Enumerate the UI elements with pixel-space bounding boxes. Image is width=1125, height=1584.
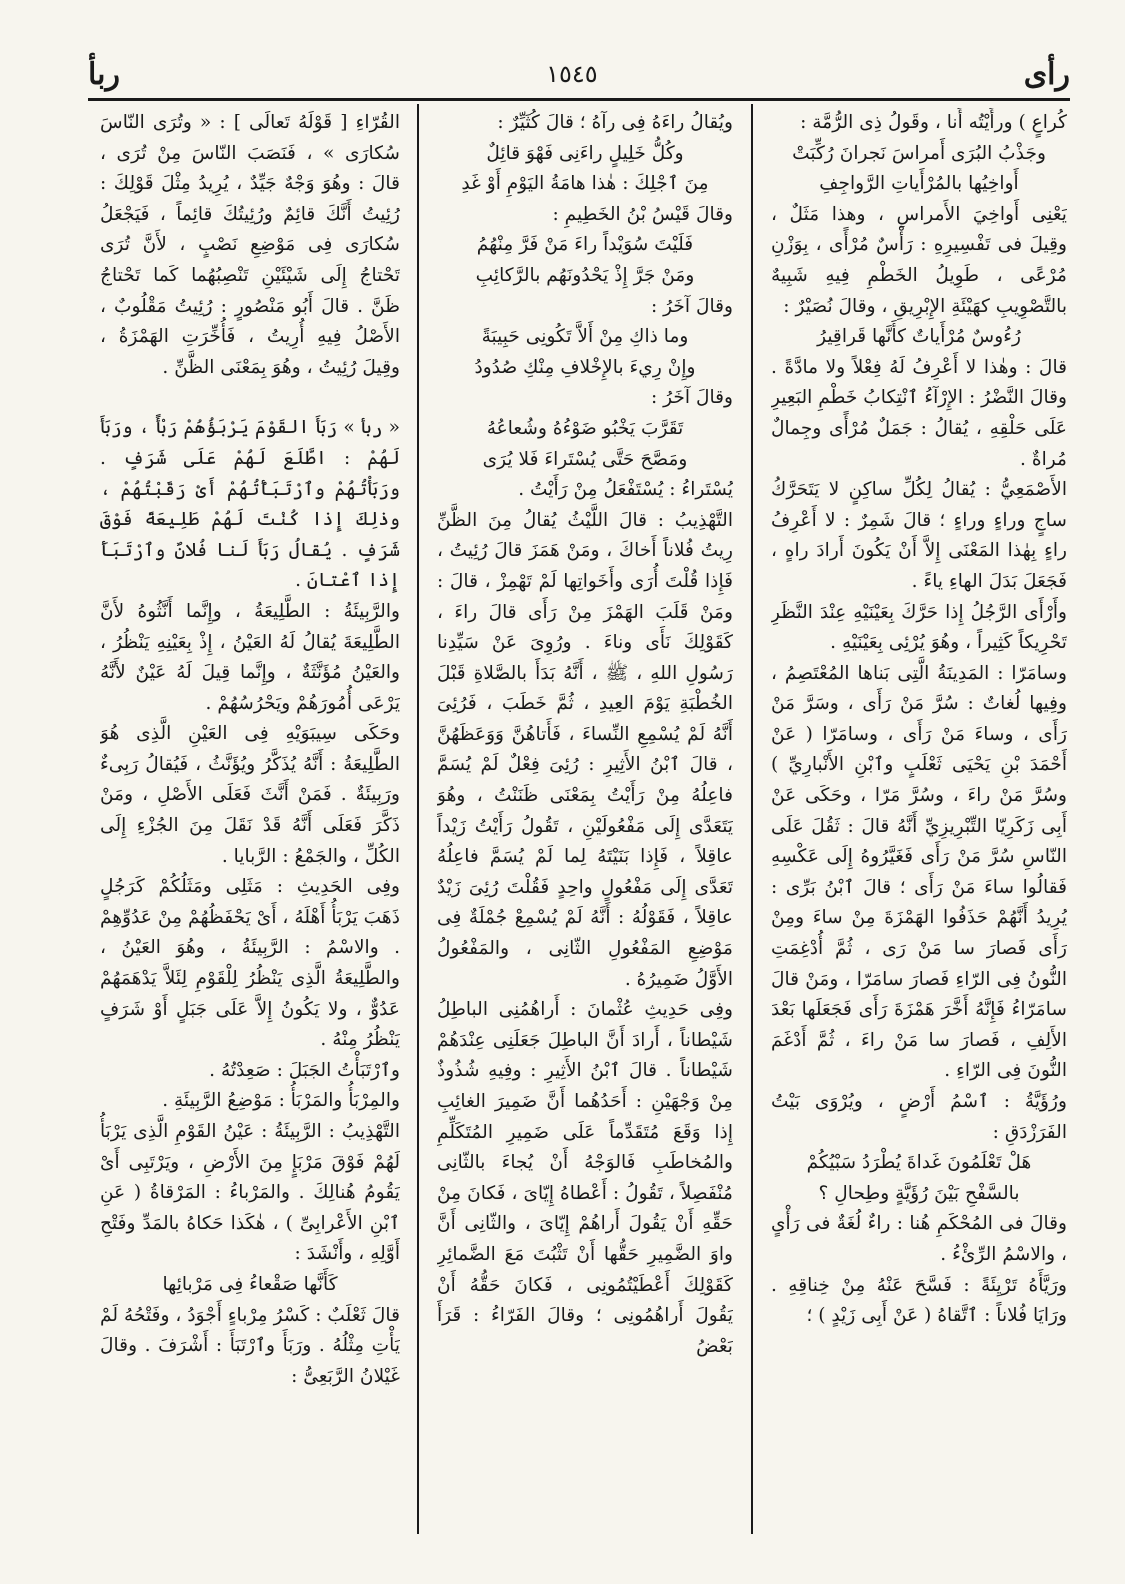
paragraph: وٱرْتَبَأْتُ الجَبَلَ : صَعِدْتُهُ . [209,1059,400,1081]
paragraph: وقالَ آخَرُ : [650,387,733,409]
verse-line: فَلَيْتَ سُوَيْداً راءَ مَنْ فَرَّ مِنْهُمُ [476,234,694,256]
paragraph: يُسْتَراءُ : يُسْتَفْعَلُ مِنْ رَأَيْتُ . [518,479,733,501]
text-column-right [771,108,1067,1536]
text-column-middle [437,108,733,1536]
column-divider-right [751,104,753,1534]
paragraph: وقالَ فى المُحْكَمِ هُنا : راءٌ لُغَةٌ فى رَأْىٍ ، والاسْمُ الرِّئْءُ . [771,1213,1067,1265]
paragraph: وفِى الحَدِيثِ : مَثَلِى ومَثَلُكُمْ كَرَجُلٍ ذَهَبَ يَرْبَأُ أَهْلَهُ ، أَىْ يَحْفَظُهُمْ مِنْ عَدُوِّهِمْ . والاسْمُ : الرَّبِيئَةُ ، وهُوَ العَيْنُ ، والطَّلِيعَةُ الَّذِى يَنْظُرُ لِلْقَوْمِ لِئَلاَّ يَدْهَمَهُمْ عَدُوٌّ ، ولا يَكُونُ إِلاَّ عَلَى جَبَلٍ أَوْ شَرَفٍ يَنْظُرُ مِنْهُ . [100,876,400,1051]
paragraph: قالَ ثَعْلَبٌ : كَسْرُ مِرْباءٍ أَجْوَدُ ، وفَتْحُهُ لَمْ يَأْتِ مِثْلُهُ . ورَبَأَ وٱرْتَبَأَ : أَشْرَفَ . وقالَ غَيْلانُ الرَّبَعِىُّ : [100,1304,400,1387]
running-headword-left: ربأ [88,56,120,92]
paragraph: وحَكَى سِيبَوَيْهِ فِى العَيْنِ الَّذِى هُوَ الطَّلِيعَةُ : أَنَّهُ يُذَكَّرُ ويُؤَنَّثُ ، فَيُقالُ رَبِىءٌ ورَبِيئَةٌ . فَمَنْ أَنَّثَ فَعَلَى الأَصْلِ ، ومَنْ ذَكَّرَ فَعَلَى أَنَّهُ قَدْ نَقَلَ مِنَ الجُزْءِ إِلَى الكُلِّ ، والجَمْعُ : الرَّبايا . [100,723,400,867]
verse-line: ومَنْ جَرَّ إِذْ يَحْدُونَهُم بالرَّكائِبِ [475,264,695,286]
paragraph: القُرّاءِ [ قَوْلَهُ تَعالَى ] : « وتُرَى النّاسَ سُكارَى » ، فَنَصَبَ النّاسَ مِنْ تُرَى ، قالَ : وهُوَ وَجْهٌ جَيِّدٌ ، يُرِيدُ مِثْلَ قَوْلِكَ : رُئِيتُ أَنَّكَ قائِمٌ ورُئِيتُكَ قائِماً ، فَيَجْعَلُ سُكارَى فِى مَوْضِعِ نَصْبٍ ، لأَنَّ تُرَى تَحْتاجُ إِلَى شَيْئَيْنِ تَنْصِبُهُما كَما تَحْتاجُ ظَنَّ . قالَ أَبُو مَنْصُورٍ : رُئِيتُ مَقْلُوبٌ ، الأَصْلُ فِيهِ أُرِيتُ ، فَأُخِّرَتِ الهَمْزَةُ ، وقِيلَ رُئِيتُ ، وهُوَ بِمَعْنَى الظَّنِّ . [100,112,400,378]
page-number: ١٥٤٥ [546,60,598,88]
paragraph: قالَ : وهٰذا لا أَعْرِفُ لَهُ فِعْلاً ولا مادَّةً . وقالَ النَّضْرُ : الإِرْآءُ ٱنْتِكابُ خَطْمِ البَعِيرِ عَلَى حَلْقِهِ ، يُقالُ : جَمَلٌ مُرْأًى وجِمالٌ مُراةٌ . [771,356,1067,470]
paragraph: وقالَ قَيْسُ بْنُ الخَطِيمِ : [552,203,733,225]
paragraph: التَّهْذِيبُ : قالَ اللَّيْثُ يُقالُ مِنَ الظَّنِّ رِيتُ فُلاناً أَخاكَ ، ومَنْ هَمَزَ قالَ رُئِيتُ ، فَإِذا قُلْتَ أُرَى وأَخَواتِها لَمْ تَهْمِزْ ، قالَ : ومَنْ قَلَبَ الهَمْزَ مِنْ رَأَى قالَ راءَ ، كَقَوْلِكَ نَأَى وناءَ . ورُوِىَ عَنْ سَيِّدِنا رَسُولِ اللهِ ، ﷺ ، أَنَّهُ بَدَأَ بالصَّلاةِ قَبْلَ الخُطْبَةِ يَوْمَ العِيدِ ، ثُمَّ خَطَبَ ، فَرُئِىَ أَنَّهُ لَمْ يُسْمِعِ النِّساءَ ، فَأَتاهُنَّ وَوَعَظَهُنَّ ، قالَ ٱبْنُ الأَثِيرِ : رُئِىَ فِعْلٌ لَمْ يُسَمَّ فاعِلُهُ مِنْ رَأَيْتُ بِمَعْنَى ظَنَنْتُ ، وهُوَ يَتَعَدَّى إِلَى مَفْعُولَيْنِ ، تَقُولُ رَأَيْتُ زَيْداً عاقِلاً ، فَإِذا بَنَيْتَهُ لِما لَمْ يُسَمَّ فاعِلُهُ تَعَدَّى إِلَى مَفْعُولٍ واحِدٍ فَقُلْتَ رُئِىَ زَيْدٌ عاقِلاً ، فَقَوْلُهُ : أَنَّهُ لَمْ يُسْمِعْ جُمْلَةٌ فِى مَوْضِعِ المَفْعُولِ الثّانِى ، والمَفْعُولُ الأَوَّلُ ضَمِيرُهُ . [437,509,733,990]
text-column-left [100,108,400,1536]
verse-line: هَلْ تَعْلَمُونَ غَداةَ يُطْرَدُ سَبْيُكُمْ [806,1152,1032,1174]
page-header [88,52,1070,96]
paragraph: وفِى حَدِيثِ عُثْمانَ : أَراهُمُنِى الباطِلُ شَيْطاناً ، أَرادَ أَنَّ الباطِلَ جَعَلَنِى عِنْدَهُمْ شَيْطاناً . قالَ ٱبْنُ الأَثِيرِ : وفِيهِ شُذُوذٌ مِنْ وَجْهَيْنِ : أَحَدُهُما أَنَّ ضَمِيرَ الغائِبِ إِذا وَقَعَ مُتَقَدِّماً عَلَى ضَمِيرِ المُتَكَلِّمِ والمُخاطَبِ فَالوَجْهُ أَنْ يُجاءَ بالثّانِى مُنْفَصِلاً ، تَقُولُ : أَعْطاهُ إِيّاىَ ، فَكانَ مِنْ حَقِّهِ أَنْ يَقُولَ أَراهُمْ إِيّاىَ ، والثّانِى أَنَّ واوَ الضَّمِيرِ حَقُّها أَنْ تَثْبُتَ مَعَ الضَّمائِرِ كَقَوْلِكَ أَعْطَيْتُمُونِى ، فَكانَ حَقُّهُ أَنْ يَقُولَ أَراهُمُونِى ؛ وقالَ الفَرّاءُ : قَرَأَ بَعْضُ [437,999,733,1357]
verse-line: مِنَ ٱجْلِكَ : هٰذا هامَةُ اليَوْمِ أَوْ غَدِ [461,173,709,195]
paragraph: ورُؤَيَّةُ : ٱسْمُ أَرْضٍ ، ويُرْوَى بَيْتُ الفَرَزْدَقِ : [771,1091,1067,1143]
verse-line: رُءُوسٌ مُرْأَياتٌ كأَنَّها قَراقِيرُ [817,326,1021,348]
paragraph: والمِرْبَأُ والمَرْبَأُ : مَوْضِعُ الرَّبِيئَةِ . [162,1090,400,1112]
paragraph: وسامَرّا : المَدِينَةُ الَّتِى بَناها المُعْتَصِمُ ، وفِيها لُغاتٌ : سُرَّ مَنْ رَأَى ، وسَرَّ مَنْ رَأَى ، وساءَ مَنْ رَأَى ، وسامَرّا ( عَنْ أَحْمَدَ بْنِ يَحْيَى ثَعْلَبٍ وٱبْنِ الأَنْبارِيِّ ) وسُرَّ مَنْ راءَ ، وسُرَّ مَرّا ، وحَكَى عَنْ أَبِى زَكَرِيّا التِّبْرِيزِيِّ أَنَّهُ قالَ : ثَقُلَ عَلَى النّاسِ سُرَّ مَنْ رَأَى فَغَيَّرُوهُ إِلَى عَكْسِهِ فَقالُوا ساءَ مَنْ رَأَى ؛ قالَ ٱبْنُ بَرِّى : يُرِيدُ أَنَّهُمْ حَذَفُوا الهَمْزَةَ مِنْ ساءَ ومِنْ رَأَى فَصارَ سا مَنْ رَى ، ثُمَّ أُدْغِمَتِ النُّونُ فِى الرّاءِ فَصارَ سامَرّا ، ومَنْ قالَ سامَرّاءُ فَإِنَّهُ أَخَّرَ هَمْزَةَ رَأَى فَجَعَلَها بَعْدَ الأَلِفِ ، فَصارَ سا مَنْ راءَ ، ثُمَّ أَدْغَمَ النُّونَ فِى الرّاءِ . [771,662,1067,1082]
column-divider-left [417,104,419,1534]
paragraph: يَعْنِى أَواخِيَ الأَمراسِ ، وهذا مَثَلٌ ، وقِيلَ فى تَفْسِيرِهِ : رَأْسٌ مُرْأًى ، بِوَزْنِ مُرْعًى ، طَوِيلُ الخَطْمِ فِيهِ شَبِيهٌ بالتَّصْوِيبِ كهَيْئَةِ الإِبْرِيقِ ، وقالَ نُصَيْرٌ : [771,203,1067,317]
paragraph: كُراعٍ ) ورأَيْتُه أَنا ، وقَولُ ذِى الرُّمَّة : [800,112,1067,133]
verse-line: كَأَنَّها صَقْعاءُ فِى مَرْبائِها [162,1273,338,1295]
paragraph: وقالَ آخَرُ : [650,295,733,317]
dictionary-entry-start: « ربأ » رَبَأَ القَوْمَ يَرْبَؤُهُمْ رَبْأً ، ورَبَأَ لَهُمْ : اطَّلَعَ لَهُمْ عَلَى شَرَفٍ . ورَبَأْتُهُمْ وٱرْتَبَأْتُهُمْ أَىْ رَقَبْتُهُمْ ، وذٰلِكَ إِذا كُنْتَ لَهُمْ طَلِيعَةً فَوْقَ شَرَفٍ . يُقالُ رَبَأَ لَنا فُلانٌ وٱرْتَبَأَ إِذا ٱعْتانَ . [100,417,400,592]
verse-line: وما ذاكِ مِنْ أَلاَّ تَكُونِى حَبِيبَةً [481,326,689,348]
paragraph: والرَّبِيئَةُ : الطَّلِيعَةُ ، وإِنَّما أَنَّثُوهُ لأَنَّ الطَّلِيعَةَ يُقالُ لَهُ العَيْنُ ، إِذْ بِعَيْنِهِ يَنْظُرُ ، والعَيْنُ مُؤَنَّثَةٌ ، وإِنَّما قِيلَ لَهُ عَيْنٌ لأَنَّهُ يَرْعَى أُمُورَهُمْ ويَحْرُسُهُمْ . [100,600,400,714]
verse-line: وجَذْبُ البُرَى أَمراسَ نَجرانَ رُكِّبَتْ [792,142,1046,164]
verse-line: بالسَّفْحِ بَيْنَ رُؤَيَّةٍ وطِحالِ ؟ [818,1182,1020,1204]
verse-line: تَقَرَّبَ يَخْبُو ضَوْءُهُ وشُعاعُهُ [486,417,684,439]
header-rule [88,98,1070,101]
paragraph: الأَصْمَعِيُّ : يُقالُ لِكُلِّ ساكِنٍ لا يَتَحَرَّكُ ساجٍ وراءٍ وراءٍ ؛ قالَ شَمِرٌ : لا أَعْرِفُ راءٍ بِهٰذا المَعْنَى إِلاَّ أَنْ يَكُونَ أَرادَ راهٍ ، فَجَعَلَ بَدَلَ الهاءِ ياءً . [771,479,1067,592]
paragraph: وأَرْأَى الرَّجُلُ إِذا حَرَّكَ بِعَيْنَيْهِ عِنْدَ النَّظَرِ تَحْرِيكاً كَثِيراً ، وهُوَ يُرْئِى بِعَيْنَيْهِ . [771,601,1067,654]
verse-line: وإِنْ رِيءَ بالإِخْلافِ مِنْكِ صُدُودُ [474,356,696,378]
verse-line: ومَصَّحَ حَتَّى يُسْتَراءَ فَلا يُرَى [482,448,688,470]
running-headword-right: رأى [1023,56,1070,92]
verse-line: أَواخِيُها بالمُرْأَياتِ الرَّواجِفِ [819,173,1019,195]
verse-line: وكُلُّ خَلِيلٍ راءَنِى فَهْوَ قائِلٌ [486,142,684,164]
paragraph: ويُقالُ راءَهُ فِى رآهُ ؛ قالَ كُثَيِّرٌ : [497,112,733,133]
paragraph: التَّهْذِيبُ : الرَّبِيئَةُ : عَيْنُ القَوْمِ الَّذِى يَرْبَأُ لَهُمْ فَوْقَ مَرْبَإٍ مِنَ الأَرْضِ ، ويَرْتَبِى أَىْ يَقُومُ هُنالِكَ . والمَرْباءُ : المَرْقاةُ ( عَنِ ٱبْنِ الأَعْرابِىِّ ) ، هٰكَذا حَكاهُ بالمَدِّ وفَتْحِ أَوَّلِهِ ، وأَنْشَدَ : [100,1121,400,1265]
paragraph: ورَيَّأَهُ تَرْيِئَةً : فَسَّحَ عَنْهُ مِنْ خِناقِهِ . ورَايَا فُلاناً : ٱتَّقاهُ ( عَنْ أَبِى زَيْدٍ ) ؛ [771,1274,1067,1327]
